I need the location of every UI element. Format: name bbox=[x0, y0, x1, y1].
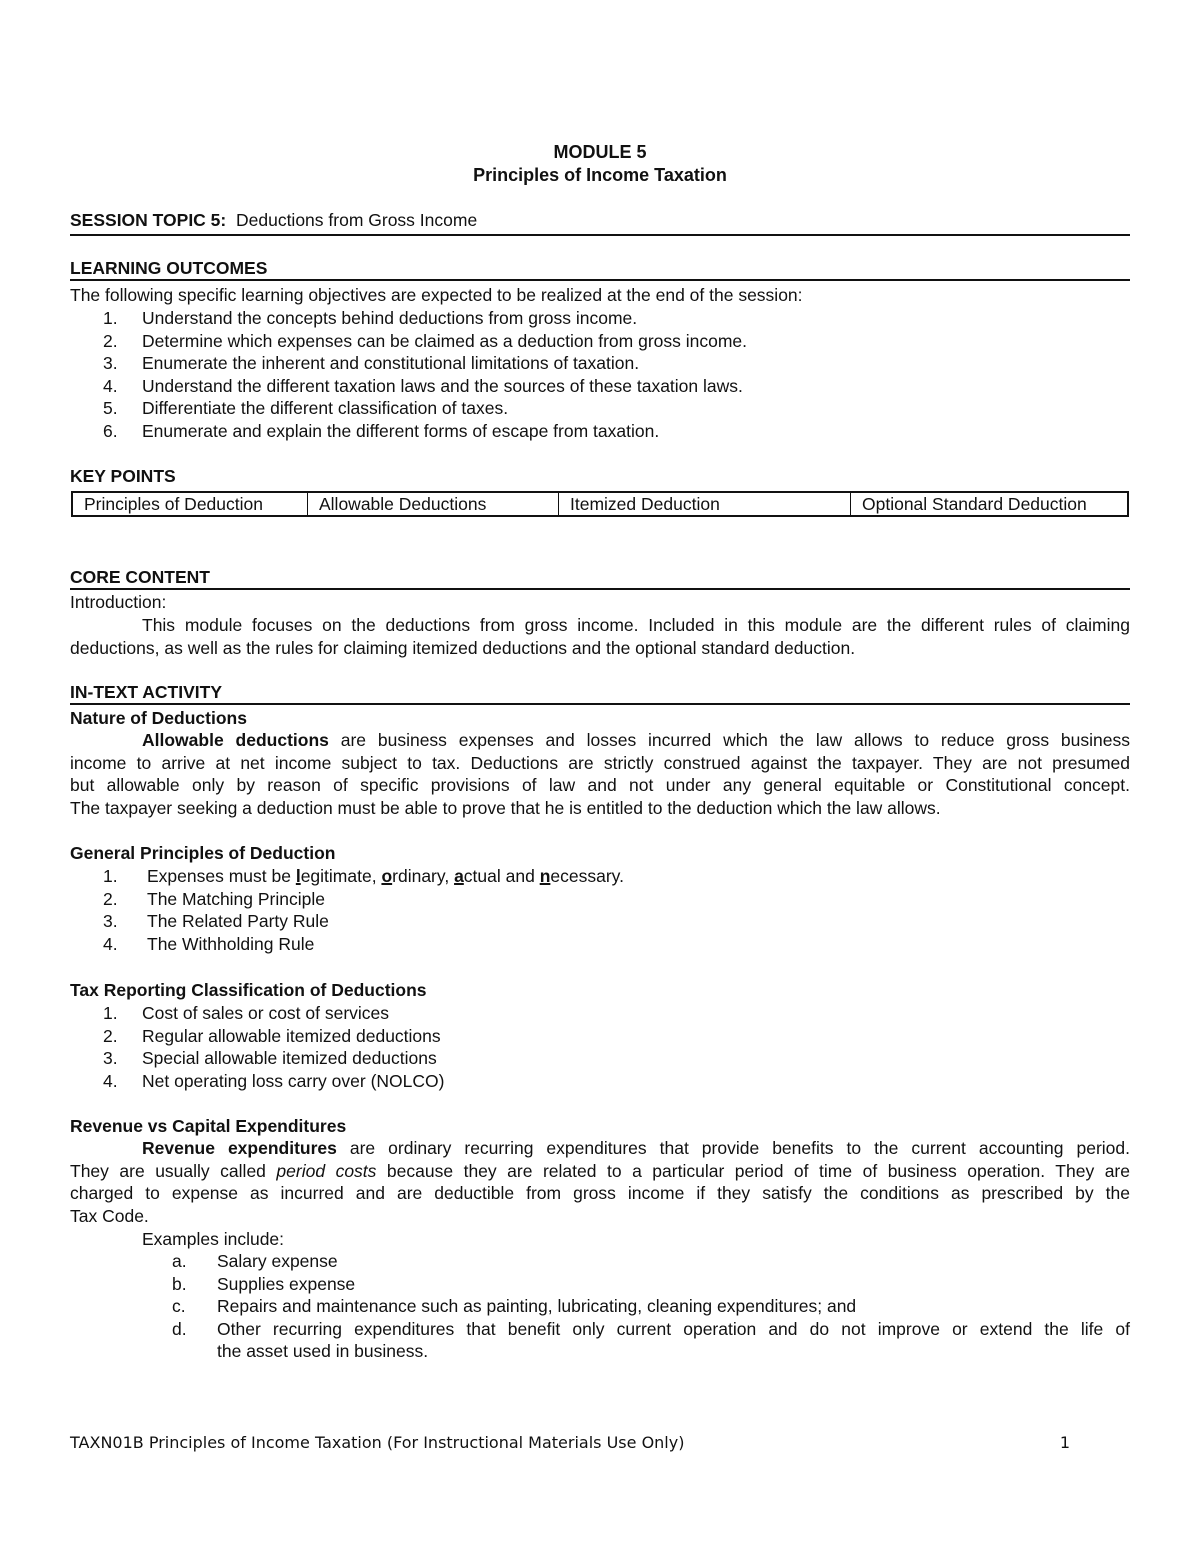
examples-list bbox=[70, 1250, 1130, 1363]
list-item: d. Other recurring expenditures that benefit only current operation and do not improve or extend the life of bbox=[172, 1318, 1130, 1339]
module-number: MODULE 5 bbox=[553, 142, 647, 162]
examples-label: Examples include: bbox=[142, 1229, 285, 1249]
key-point-cell: Optional Standard Deduction bbox=[862, 494, 1087, 514]
introduction-paragraph: This module focuses on the deductions from gross income. Included in this module are the different rules of claiming deductions, as well as the rules for claiming itemized deductions and the optional standard deduction. bbox=[70, 615, 1130, 658]
key-points-heading: KEY POINTS bbox=[70, 466, 176, 486]
revenue-vs-capital-heading: Revenue vs Capital Expenditures bbox=[70, 1116, 347, 1136]
module-title: Principles of Income Taxation bbox=[473, 165, 727, 185]
revenue-paragraph: Revenue expenditures are ordinary recurring expenditures that provide benefits to the current accounting period. They are usually called period costs because they are related to a particular period of time of business operation. They are charged to expense as incurred and are deductible from gross income if they satisfy the conditions as prescribed by the Tax Code. bbox=[70, 1138, 1131, 1226]
general-principles-heading: General Principles of Deduction bbox=[70, 843, 336, 863]
page-footer bbox=[70, 1433, 1130, 1452]
list-item: the asset used in business. bbox=[217, 1341, 429, 1362]
core-content-heading: CORE CONTENT bbox=[70, 566, 1130, 590]
classification-heading: Tax Reporting Classification of Deductions bbox=[70, 980, 427, 1000]
learning-outcomes-heading: LEARNING OUTCOMES bbox=[70, 257, 1130, 281]
list-item: a. Salary expense bbox=[172, 1251, 338, 1271]
session-label: SESSION TOPIC 5: bbox=[70, 210, 227, 230]
key-points-table bbox=[71, 491, 1129, 517]
nature-of-deductions-heading: Nature of Deductions bbox=[70, 708, 247, 728]
session-topic bbox=[70, 210, 1130, 236]
list-item: c. Repairs and maintenance such as painting, lubricating, cleaning expenditures; and bbox=[172, 1296, 857, 1317]
list-item: b. Supplies expense bbox=[172, 1273, 356, 1294]
nature-paragraph: Allowable deductions are business expenses and losses incurred which the law allows to reduce gross business income to arrive at net income subject to tax. Deductions are strictly construed against the taxpayer. They are not presumed but allowable only by reason of specific provisions of law and not under any general equitable or Constitutional concept. The taxpayer seeking a deduction must be able to prove that he is entitled to the deduction which the law allows. bbox=[70, 730, 1130, 818]
page-number: 1 bbox=[1059, 1433, 1070, 1452]
key-point-cell: Itemized Deduction bbox=[559, 493, 851, 515]
footer-text: TAXN01B Principles of Income Taxation (For Instructional Materials Use Only) bbox=[70, 1433, 685, 1452]
key-point-cell: Principles of Deduction bbox=[73, 493, 308, 515]
introduction-label: Introduction: bbox=[70, 592, 167, 612]
learning-outcomes-intro: The following specific learning objectives are expected to be realized at the end of the session: bbox=[70, 285, 803, 305]
key-point-cell: Allowable Deductions bbox=[308, 493, 559, 515]
in-text-activity-heading: IN-TEXT ACTIVITY bbox=[70, 681, 1130, 705]
session-topic-text: Deductions from Gross Income bbox=[235, 210, 478, 230]
